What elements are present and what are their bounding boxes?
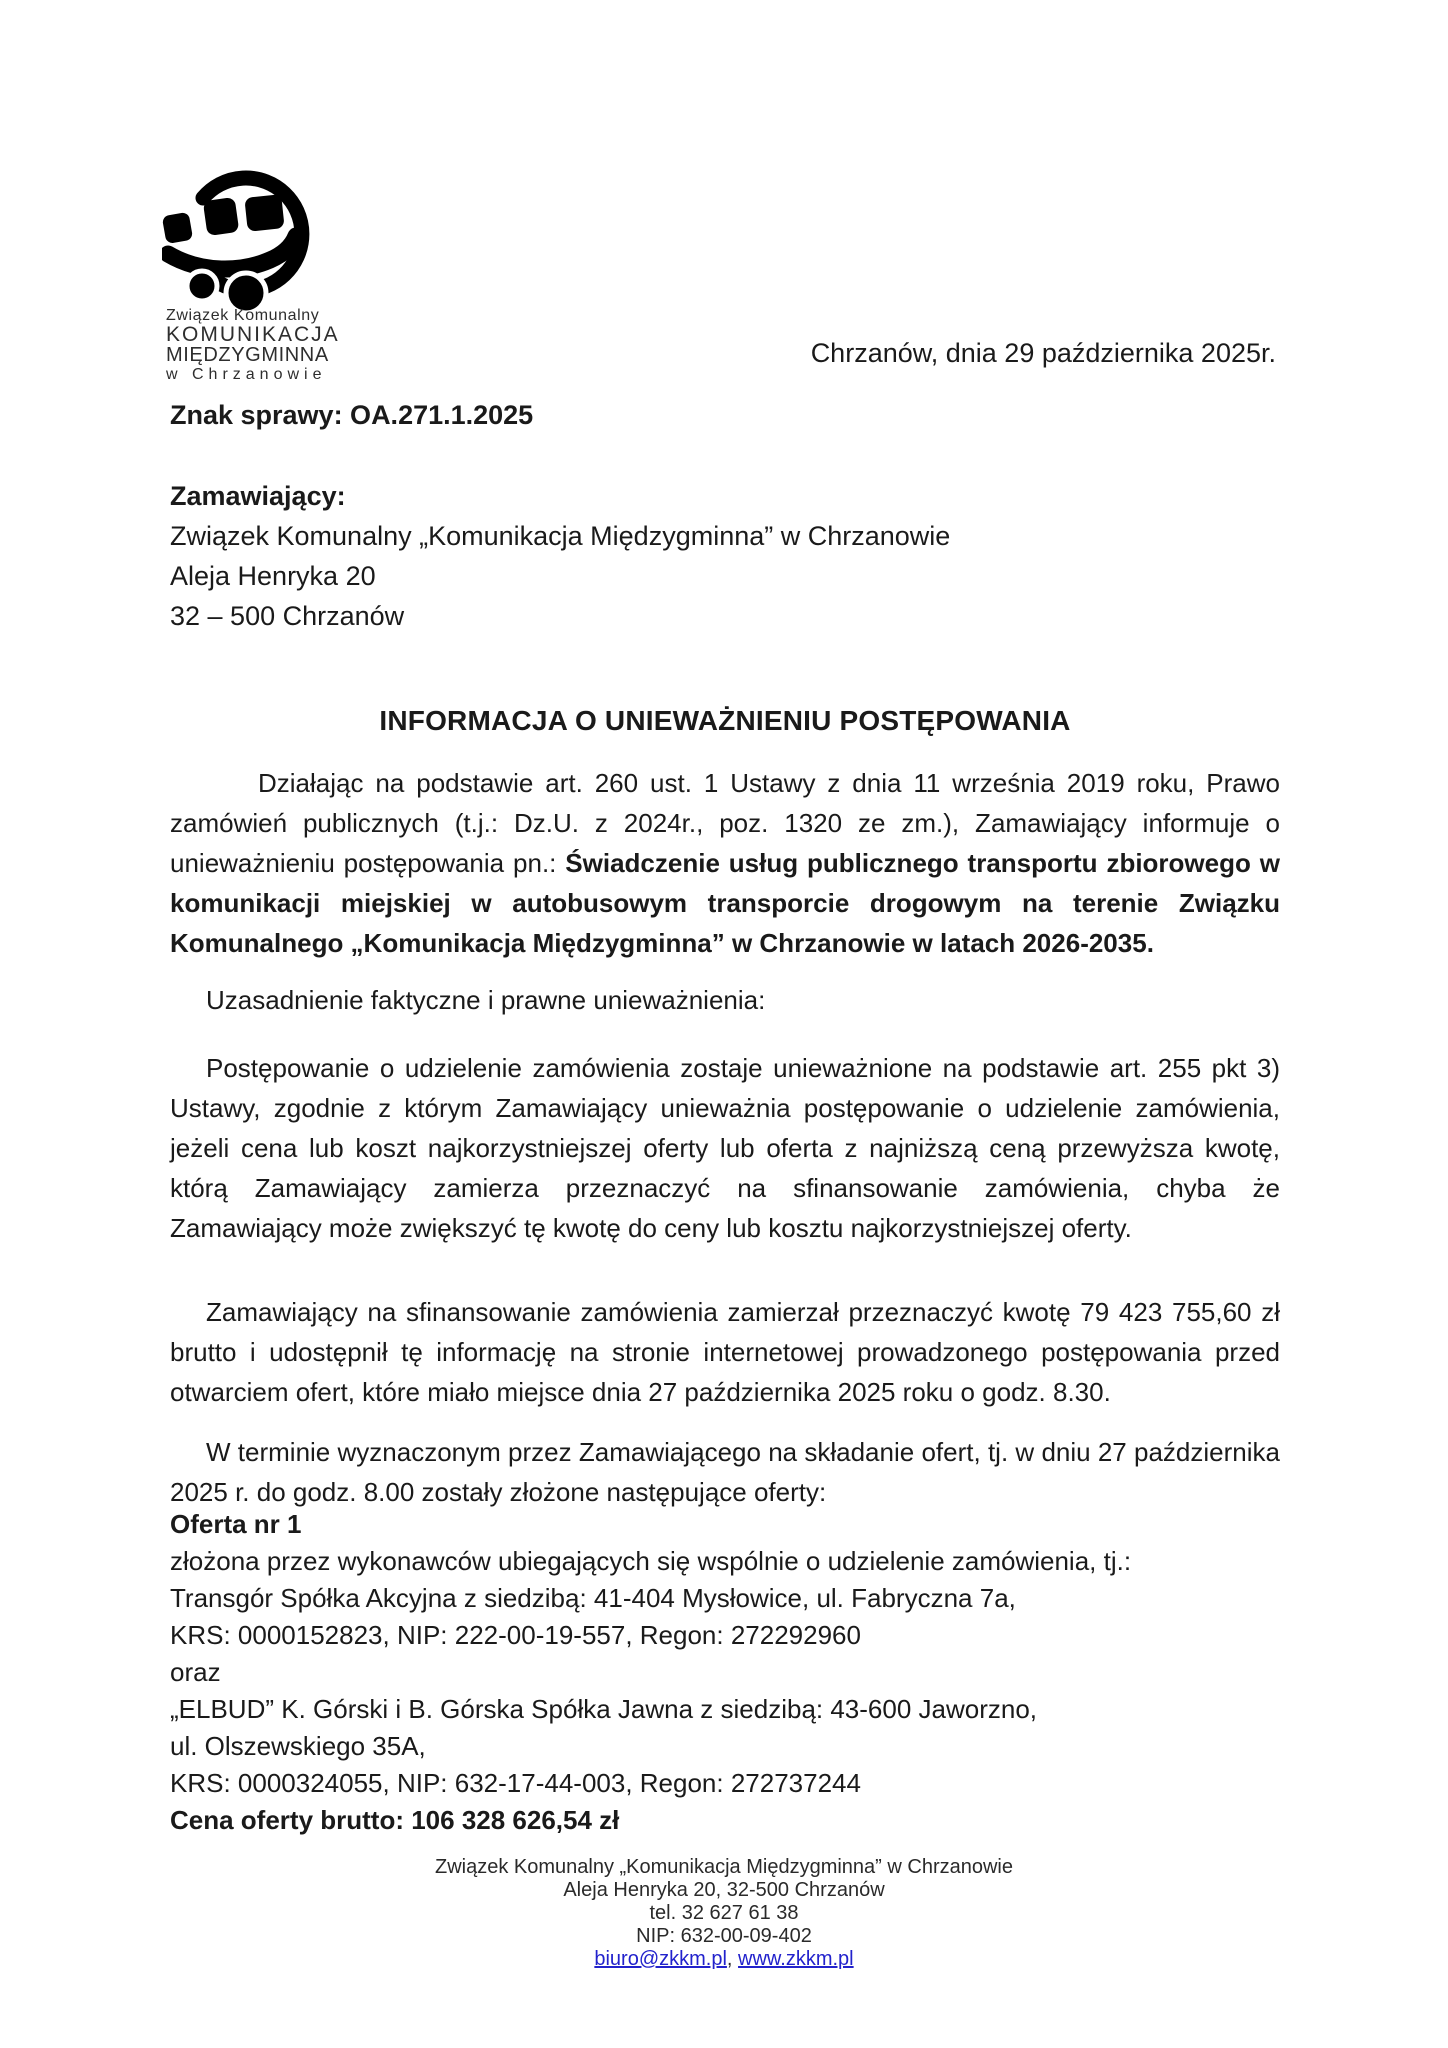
case-number: Znak sprawy: OA.271.1.2025 [170, 400, 534, 430]
footer-block [0, 1856, 1448, 1971]
footer-email-link[interactable]: biuro@zkkm.pl [594, 1948, 727, 1970]
footer-website-link[interactable]: www.zkkm.pl [738, 1948, 854, 1970]
buyer-block [170, 476, 950, 636]
justification-heading: Uzasadnienie faktyczne i prawne unieważnienia: [206, 985, 766, 1015]
logo-caption-line4: w Chrzanowie [166, 366, 327, 383]
paragraph-offers-deadline: W terminie wyznaczonym przez Zamawiającego na składanie ofert, tj. w dniu 27 października 2025 r. do godz. 8.00 zostały złożone następujące oferty: [170, 1437, 1280, 1507]
buyer-city: 32 – 500 Chrzanów [170, 601, 405, 631]
footer-phone: tel. 32 627 61 38 [649, 1902, 799, 1924]
footer-org-name: Związek Komunalny „Komunikacja Międzygminna” w Chrzanowie [434, 1856, 1013, 1878]
logo-caption-line1: Związek Komunalny [166, 307, 320, 324]
document-title: INFORMACJA O UNIEWAŻNIENIU POSTĘPOWANIA [379, 705, 1071, 736]
logo-caption-line2: KOMUNIKACJA [166, 323, 340, 346]
offer-1-block [170, 1506, 1280, 1839]
date-line: Chrzanów, dnia 29 października 2025r. [810, 338, 1276, 368]
offer-1-heading: Oferta nr 1 [170, 1509, 302, 1539]
footer-address: Aleja Henryka 20, 32-500 Chrzanów [563, 1879, 885, 1901]
footer-links [0, 1948, 1448, 1971]
offer-1-line: KRS: 0000152823, NIP: 222-00-19-557, Regon: 272292960 [170, 1620, 861, 1650]
offer-1-gross-price: Cena oferty brutto: 106 328 626,54 zł [170, 1805, 620, 1835]
offer-1-line: złożona przez wykonawców ubiegających się wspólnie o udzielenie zamówienia, tj.: [170, 1546, 1132, 1576]
footer-link-separator: , [726, 1948, 739, 1970]
paragraph-annulment-grounds: Postępowanie o udzielenie zamówienia zostaje unieważnione na podstawie art. 255 pkt 3) Ustawy, zgodnie z którym Zamawiający unieważnia postępowanie o udzielenie zamówienia, jeżeli cena lub koszt najkorzystniejszej oferty lub oferta z najniższą ceną przewyższa kwotę, którą Zamawiający zamierza przeznaczyć na sfinansowanie zamówienia, chyba że Zamawiający może zwiększyć tę kwotę do ceny lub kosztu najkorzystniejszej oferty. [170, 1053, 1280, 1243]
offer-1-line: ul. Olszewskiego 35A, [170, 1731, 426, 1761]
footer-nip: NIP: 632-00-09-402 [636, 1925, 812, 1947]
offer-1-line: Transgór Spółka Akcyjna z siedzibą: 41-404 Mysłowice, ul. Fabryczna 7a, [170, 1583, 1016, 1613]
paragraph-legal-basis [170, 763, 1280, 963]
buyer-label: Zamawiający: [170, 481, 346, 511]
buyer-street: Aleja Henryka 20 [170, 561, 376, 591]
bus-logo-icon [162, 166, 314, 311]
logo-caption-line3: MIĘDZYGMINNA [166, 344, 329, 366]
offer-1-line: „ELBUD” K. Górski i B. Górska Spółka Jawna z siedzibą: 43-600 Jaworzno, [170, 1694, 1038, 1724]
logo-caption [166, 307, 396, 384]
procurement-name: Świadczenie usług publicznego transportu zbiorowego w komunikacji miejskiej w autobusowym transporcie drogowym na terenie Związku Komunalnego „Komunikacja Międzygminna” w Chrzanowie w latach 2026-2035. [170, 848, 1280, 958]
paragraph-legal-basis-text: Działając na podstawie art. 260 ust. 1 Ustawy z dnia 11 września 2019 roku, Prawo zamówień publicznych (t.j.: Dz.U. z 2024r., poz. 1320 ze zm.), Zamawiający informuje o unieważnieniu postępowania pn.: [170, 768, 1280, 878]
paragraph-budget-amount: Zamawiający na sfinansowanie zamówienia zamierzał przeznaczyć kwotę 79 423 755,60 zł brutto i udostępnił tę informację na stronie internetowej prowadzonego postępowania przed otwarciem ofert, które miało miejsce dnia 27 października 2025 roku o godz. 8.30. [170, 1297, 1280, 1407]
buyer-name: Związek Komunalny „Komunikacja Międzygminna” w Chrzanowie [170, 521, 951, 551]
offer-1-line: KRS: 0000324055, NIP: 632-17-44-003, Regon: 272737244 [170, 1768, 861, 1798]
offer-1-line: oraz [170, 1657, 221, 1687]
